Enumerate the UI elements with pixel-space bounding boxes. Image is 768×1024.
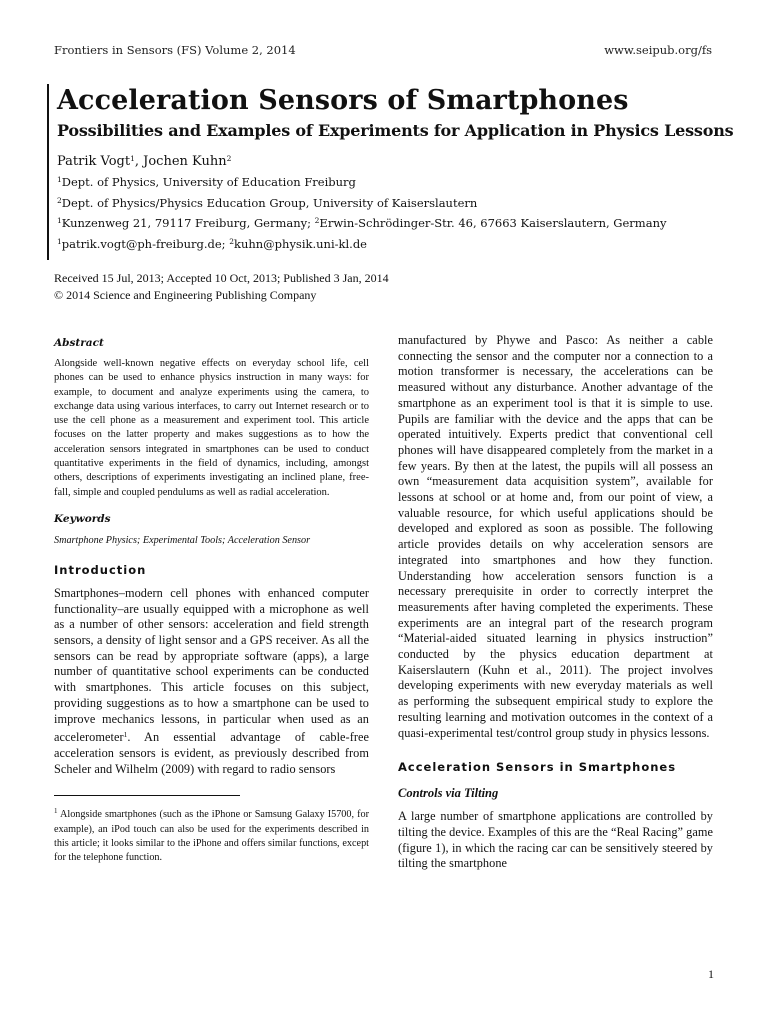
- running-head: [54, 43, 712, 61]
- introduction-continued-text: manufactured by Phywe and Pasco: As neither a cable connecting the sensor and the computer nor a connection to a motion transformer is necessary, the accelerations can be measured without any disturbance. Another advantage of the smartphone as an experiment tool is that it is simple to use. Pupils are familiar with the device and the apps that can be operated intuitively. Experts predict that conventional cell phones will have disappeared completely from the market in a few years. By then at the latest, the pupils will all possess an own “measurement data acquisition system”, available for lessons at school or at home and, from our point of view, a valuable resource, for which useful applications should be developed and explored as soon as possible. The following article provides details on why acceleration sensors are integrated into smartphones and how they function. Understanding how acceleration sensors function is a necessary prerequisite in order to correctly interpret the measurements after having completed the experiments. These experiments are an integral part of the research program “Material-aided situated learning in physics instruction” conducted by the physics education department at Kaiserslautern (Kuhn et al., 2011). The project involves developing experiments with new everyday materials as well as performing the subsequent empirical study to explore the resulting learning and motivation outcomes in the context of a quasi-experimental test/control group study in physics lessons.: [398, 333, 713, 740]
- introduction-text-part: Smartphones–modern cell phones with enhanced computer functionality–are usually equipped with a microphone as well as a number of other sensors: acceleration and field strength sensors, a density of light sensor and a GPS receiver. As all the sensors can be read by appropriate software (apps), a large number of quantitative school experiments can be conducted with smartphones. This article focuses on this subject, providing suggestions as to how a smartphone can be used to improve mechanics lessons, in particular when used as an accelerometer: [54, 585, 369, 745]
- abstract-text: Alongside well-known negative effects on everyday school life, cell phones can be used to enhance physics instruction in many ways: for example, to document and analyze experiments using the camera, to exchange data using various interfaces, to carry out Internet research or to use the cell phone as a measurement and experiment tool. This article focuses on the latter property and makes suggestions as to how the acceleration sensors integrated in smartphones can be used to conduct quantitative experiments in the field of dynamics, including, amongst others, descriptions of experiments investigating an inclined plane, free-fall, simple and coupled pendulums as well as radial acceleration.: [54, 358, 369, 498]
- author-email[interactable]: kuhn@physik.uni-kl.de: [233, 236, 367, 251]
- subsection-heading: Controls via Tilting: [398, 786, 499, 801]
- affiliation-text: Dept. of Physics, University of Education Freiburg: [61, 175, 356, 189]
- affiliation-mark: 2: [57, 195, 62, 205]
- footnote-mark: 1: [54, 807, 58, 816]
- author-separator: ,: [134, 154, 144, 169]
- keywords-text: Smartphone Physics; Experimental Tools; Acceleration Sensor: [54, 534, 311, 546]
- author-list: [57, 150, 717, 171]
- article-subtitle: Possibilities and Examples of Experiments for Application in Physics Lessons: [57, 121, 734, 140]
- footnote-reference[interactable]: 1: [123, 730, 128, 740]
- affiliation-mark: 2: [229, 236, 234, 246]
- copyright-notice: © 2014 Science and Engineering Publishing Company: [54, 288, 317, 302]
- affiliation-mark: 1: [57, 236, 62, 246]
- left-column: [54, 335, 369, 865]
- affiliation-line: [57, 171, 717, 192]
- affiliation-mark: 2: [226, 154, 232, 163]
- email-line: [57, 233, 717, 254]
- introduction-text: [54, 586, 369, 777]
- affiliation-mark: 2: [314, 216, 320, 225]
- right-column: [398, 333, 713, 872]
- address-text: Erwin-Schrödinger-Str. 46, 67663 Kaiserslautern, Germany: [319, 216, 667, 230]
- publication-info: [54, 270, 694, 304]
- affiliation-mark: 1: [130, 154, 135, 163]
- address-line: [57, 212, 717, 233]
- author-name: Patrik Vogt: [57, 154, 131, 169]
- title-block: [47, 84, 734, 260]
- footnote-divider: [54, 795, 240, 796]
- section-text: A large number of smartphone applications are controlled by tilting the device. Examples of this are the “Real Racing” game (figure 1), in which the racing car can be sensitively steered by tilting the smartphone: [398, 809, 713, 871]
- affiliation-mark: 1: [57, 216, 62, 225]
- section-heading: Acceleration Sensors in Smartphones: [398, 760, 677, 775]
- footnote-text: Alongside smartphones (such as the iPhone or Samsung Galaxy I5700, for example), an iPod touch can also be used for the experiments described in this article; it looks similar to the iPhone and offers similar functions, except for the telephone function.: [54, 809, 369, 864]
- affiliation-line: [57, 192, 717, 213]
- footnote: [54, 804, 369, 865]
- author-name: Jochen Kuhn: [143, 154, 227, 169]
- article-title: Acceleration Sensors of Smartphones: [57, 85, 629, 116]
- keywords-heading: Keywords: [54, 512, 111, 525]
- journal-url[interactable]: www.seipub.org/fs: [604, 43, 712, 57]
- abstract-heading: Abstract: [54, 337, 104, 349]
- introduction-heading: Introduction: [54, 562, 147, 577]
- affiliation-text: Dept. of Physics/Physics Education Group, University of Kaiserslautern: [61, 195, 478, 210]
- author-email[interactable]: patrik.vogt@ph-freiburg.de;: [61, 236, 230, 251]
- page-number: 1: [708, 967, 714, 981]
- introduction-text-part: . An essential advantage of cable-free acceleration sensors is evident, as previously described from Scheler and Wilhelm (2009) with regard to radio sensors: [54, 730, 369, 776]
- publication-dates: Received 15 Jul, 2013; Accepted 10 Oct, 2013; Published 3 Jan, 2014: [54, 271, 389, 285]
- affiliation-mark: 1: [57, 175, 62, 184]
- journal-name: Frontiers in Sensors (FS) Volume 2, 2014: [54, 43, 296, 57]
- address-text: Kunzenweg 21, 79117 Freiburg, Germany;: [61, 216, 315, 230]
